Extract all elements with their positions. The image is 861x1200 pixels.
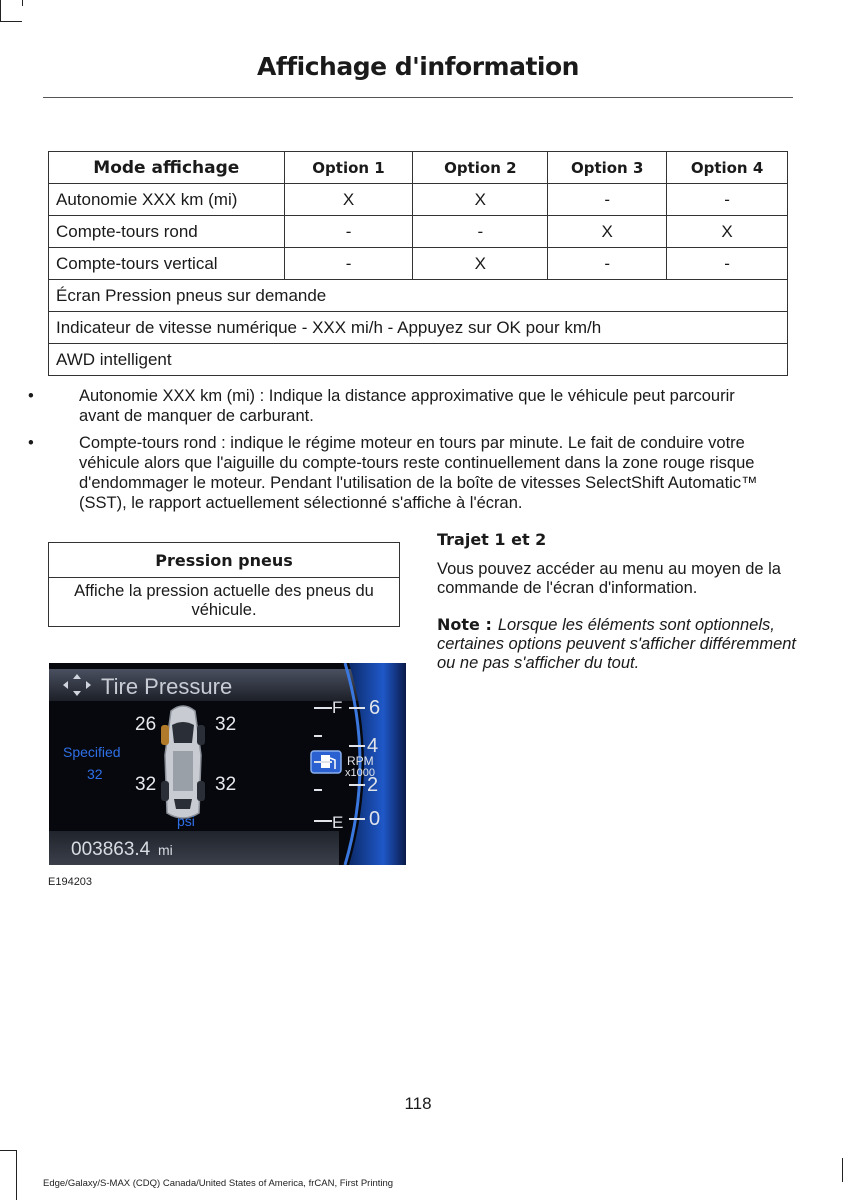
note-label: Note :	[437, 614, 492, 634]
column-header: Mode affichage	[49, 152, 285, 184]
table-row	[49, 216, 788, 248]
table-row	[49, 280, 788, 312]
tire-pressure-table	[48, 542, 400, 627]
odometer-value: 003863.4	[71, 839, 151, 860]
display-modes-table	[48, 151, 788, 376]
tire-rear-right-value: 32	[215, 774, 237, 795]
table-cell: -	[667, 248, 788, 280]
section-heading: Trajet 1 et 2	[437, 530, 547, 549]
crop-mark	[0, 0, 1, 22]
list-item-text: Autonomie XXX km (mi) : Indique la distance approximative que le véhicule peut parcourir avant de manquer de carburant.	[79, 387, 735, 425]
table-cell: AWD intelligent	[49, 344, 788, 376]
table-cell: -	[413, 216, 548, 248]
column-header: Option 1	[284, 152, 413, 184]
odometer-unit: mi	[158, 842, 173, 858]
bullet-icon: •	[28, 387, 34, 405]
table-header-row	[49, 152, 788, 184]
bullet-list	[28, 386, 763, 520]
table-cell: -	[284, 248, 413, 280]
column-header: Option 2	[413, 152, 548, 184]
page-title: Affichage d'information	[257, 52, 579, 81]
tire-front-right-value: 32	[215, 714, 237, 735]
rpm-tick-label: 6	[369, 697, 381, 719]
crop-mark	[0, 1150, 16, 1151]
rpm-multiplier: x1000	[345, 767, 375, 779]
fuel-full-label: F	[332, 698, 343, 717]
crop-mark	[0, 21, 22, 22]
rpm-tick-label: 2	[367, 774, 379, 796]
rpm-label: RPM	[347, 754, 374, 768]
table-cell: X	[413, 184, 548, 216]
table-cell: -	[548, 184, 667, 216]
table-cell: Écran Pression pneus sur demande	[49, 280, 788, 312]
note	[437, 615, 797, 673]
fuel-empty-label: E	[332, 813, 344, 832]
table-row	[49, 344, 788, 376]
crop-mark	[842, 1158, 843, 1182]
table-row	[49, 312, 788, 344]
page-number: 118	[404, 1094, 432, 1113]
crop-mark	[16, 1150, 17, 1200]
column-header: Option 3	[548, 152, 667, 184]
specified-label: Specified	[63, 744, 121, 760]
table-cell: -	[667, 184, 788, 216]
list-item-text: Compte-tours rond : indique le régime moteur en tours par minute. Le fait de conduire votre véhicule alors que l'aiguille du compte-tours reste continuellement dans la zone rouge risque d'endommager le moteur. Pendant l'utilisation de la boîte de vitesses SelectShift Automatic™ (SST), le rapport actuellement sélectionné s'affiche à l'écran.	[79, 434, 758, 512]
car-top-view-icon	[161, 706, 205, 818]
table-cell: X	[667, 216, 788, 248]
note-text: Lorsque les éléments sont optionnels, certaines options peuvent s'afficher différemment ou ne pas s'afficher du tout.	[437, 615, 797, 672]
table-cell: -	[548, 248, 667, 280]
table-cell: -	[284, 216, 413, 248]
table-row	[49, 184, 788, 216]
specified-value: 32	[87, 766, 103, 782]
trip-section	[437, 530, 797, 689]
row-label: Compte-tours vertical	[49, 248, 285, 280]
list-item	[28, 433, 763, 513]
title-divider	[43, 97, 793, 98]
bullet-icon: •	[28, 434, 34, 452]
row-label: Compte-tours rond	[49, 216, 285, 248]
pressure-unit: psi	[177, 813, 195, 829]
table-cell: X	[548, 216, 667, 248]
section-paragraph: Vous pouvez accéder au menu au moyen de la commande de l'écran d'information.	[437, 560, 781, 597]
table-cell: Affiche la pression actuelle des pneus du véhicule.	[49, 578, 400, 627]
table-cell: X	[413, 248, 548, 280]
screen-title: Tire Pressure	[101, 674, 233, 699]
table-row	[49, 248, 788, 280]
crop-mark	[22, 0, 23, 6]
rpm-tick-label: 4	[367, 735, 379, 757]
instrument-cluster-image	[49, 663, 406, 865]
table-cell: Indicateur de vitesse numérique - XXX mi/h - Appuyez sur OK pour km/h	[49, 312, 788, 344]
table-cell: X	[284, 184, 413, 216]
list-item	[28, 386, 763, 426]
table-header: Pression pneus	[49, 543, 400, 578]
image-code: E194203	[48, 876, 93, 888]
tire-front-left-value: 26	[135, 714, 157, 735]
tire-rear-left-value: 32	[135, 774, 157, 795]
page-footer: Edge/Galaxy/S-MAX (CDQ) Canada/United States of America, frCAN, First Printing	[43, 1178, 394, 1189]
row-label: Autonomie XXX km (mi)	[49, 184, 285, 216]
rpm-tick-label: 0	[369, 808, 381, 830]
column-header: Option 4	[667, 152, 788, 184]
